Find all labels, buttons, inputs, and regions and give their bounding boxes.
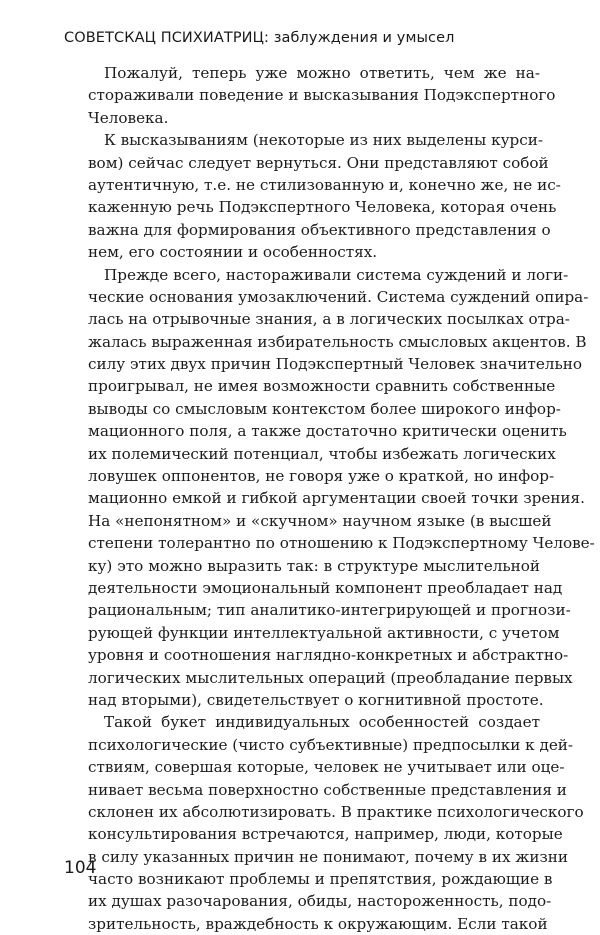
text-line: психологические (чисто субъективные) предпосылки к дей- [88, 735, 574, 754]
text-line: логических мыслительных операций (преобладание первых [88, 668, 573, 687]
text-line: Прежде всего, настораживали система суждений и логи- [104, 265, 569, 284]
text-line: уровня и соотношения наглядно-конкретных и абстрактно- [88, 646, 569, 665]
text-line: стораживали поведение и высказывания Подэкспертного [88, 86, 556, 105]
text-line: в силу указанных причин не понимают, почему в их жизни [88, 847, 569, 866]
text-line: проигрывал, не имея возможности сравнить собственные [88, 377, 556, 396]
page-number: 104 [64, 858, 97, 878]
text-line: консультирования встречаются, например, люди, которые [88, 825, 563, 844]
text-line: ствиям, совершая которые, человек не учитывает или оце- [88, 758, 565, 777]
text-line: Человека. [88, 108, 169, 127]
text-line: их душах разочарования, обиды, настороженность, подо- [88, 892, 552, 911]
text-line: выводы со смысловым контекстом более широкого инфор- [88, 399, 561, 418]
text-line: часто возникают проблемы и препятствия, рождающие в [88, 870, 553, 889]
text-line: каженную речь Подэкспертного Человека, которая очень [88, 198, 557, 217]
text-line: ку) это можно выразить так: в структуре мыслительной [88, 556, 540, 575]
text-line: нивает весьма поверхностно собственные представления и [88, 780, 567, 799]
text-line: жалась выраженная избирательность смысловых акцентов. В [88, 332, 587, 351]
text-line: степени толерантно по отношению к Подэкспертному Челове- [88, 534, 595, 553]
text-line: рациональным; тип аналитико-интегрирующей и прогнози- [88, 601, 571, 620]
text-line: деятельности эмоциональный компонент преобладает над [88, 578, 563, 597]
text-line: На «непонятном» и «скучном» научном языке (в высшей [88, 511, 552, 530]
text-line: Такой букет индивидуальных особенностей создает [104, 713, 540, 732]
text-line: вом) сейчас следует вернуться. Они представляют собой [88, 153, 549, 172]
text-line: мационного поля, а также достаточно критически оценить [88, 422, 567, 441]
text-line: зрительность, враждебность к окружающим. Если такой [88, 914, 548, 933]
text-line: ловушек оппонентов, не говоря уже о краткой, но инфор- [88, 467, 555, 486]
text-line: мационно емкой и гибкой аргументации своей точки зрения. [88, 489, 585, 508]
text-line: их полемический потенциал, чтобы избежать логических [88, 444, 556, 463]
text-line: аутентичную, т.е. не стилизованную и, конечно же, не ис- [88, 175, 561, 194]
text-line: лась на отрывочные знания, а в логических посылках отра- [88, 310, 570, 329]
text-line: важна для формирования объективного представления о [88, 220, 551, 239]
text-line: силу этих двух причин Подэкспертный Человек значительно [88, 355, 582, 374]
body-text [88, 62, 595, 935]
paragraph [88, 129, 561, 263]
book-title-rest: заблуждения и умысел [273, 30, 455, 46]
text-line: над вторыми), свидетельствует о когнитивной простоте. [88, 690, 544, 709]
paragraph [88, 264, 595, 712]
text-line: ческие основания умозаключений. Система суждений опира- [88, 287, 589, 306]
running-header [64, 30, 455, 46]
text-line: рующей функции интеллектуальной активности, с учетом [88, 623, 560, 642]
paragraph [88, 711, 584, 935]
text-line: К высказываниям (некоторые из них выделены курси- [104, 131, 543, 150]
text-line: нем, его состоянии и особенностях. [88, 243, 378, 262]
book-title-caps: СОВЕТСКАЦ ПСИХИАТРИЦ: [64, 30, 269, 46]
text-line: склонен их абсолютизировать. В практике психологического [88, 802, 584, 821]
text-line: Пожалуй, теперь уже можно ответить, чем же на- [104, 64, 540, 82]
paragraph [88, 62, 556, 129]
